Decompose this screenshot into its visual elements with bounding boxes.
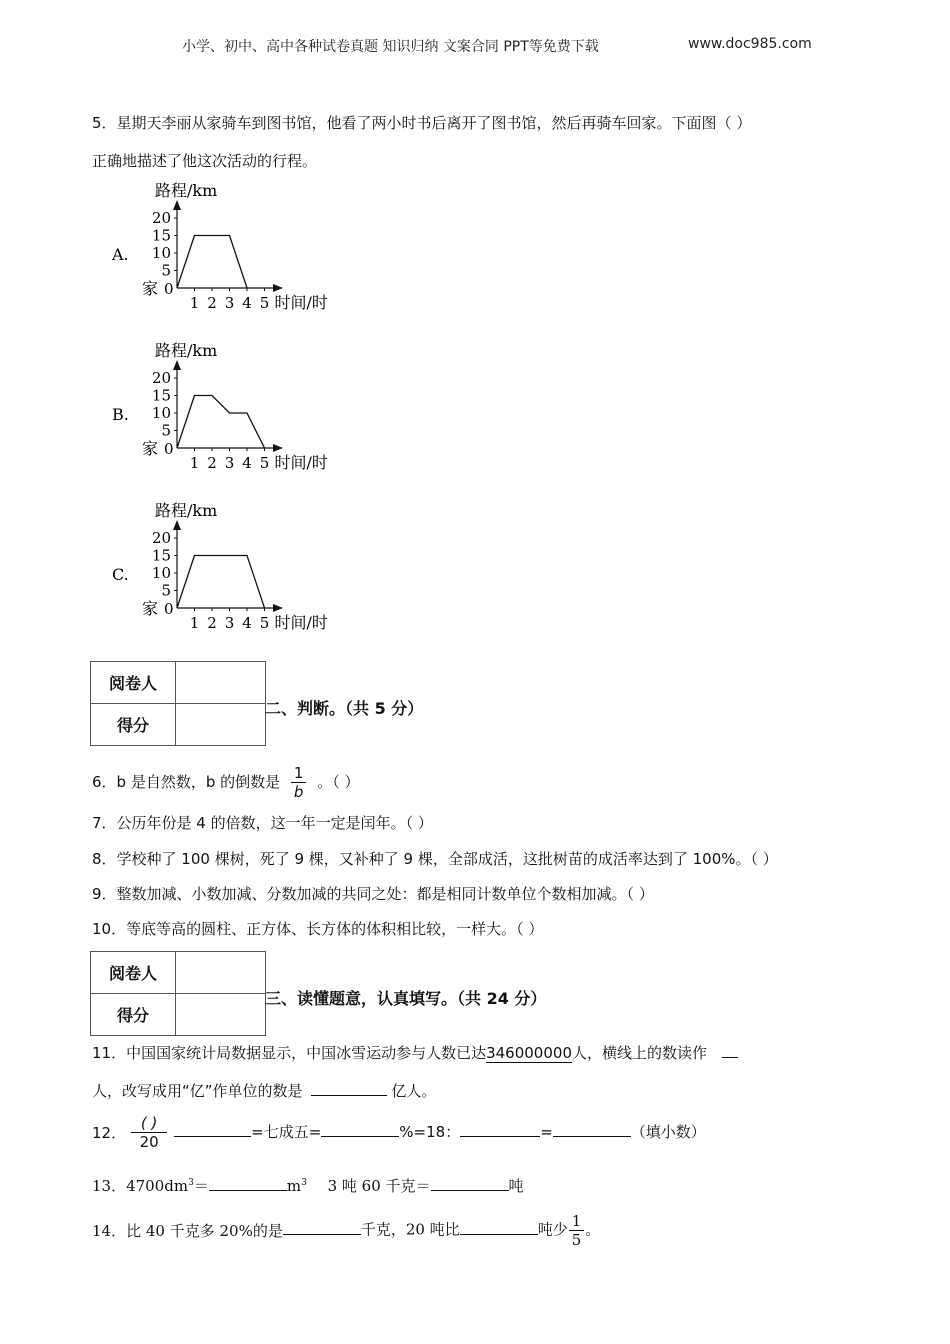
score-cell (176, 994, 266, 1036)
q6-fraction (291, 764, 307, 801)
x-tick-label: 4 (242, 614, 252, 632)
x-tick-label: 2 (207, 454, 217, 472)
x-tick-label: 3 (224, 454, 235, 472)
q13-blank-1[interactable] (209, 1175, 287, 1191)
q13-sup-2: 3 (301, 1178, 307, 1188)
q11-line2-end: 亿人。 (391, 1082, 437, 1100)
q10: 10．等底等高的圆柱、正方体、长方体的体积相比较，一样大。（ ） (92, 920, 544, 938)
q13-blank-2[interactable] (431, 1175, 509, 1191)
x-tick-label: 2 (207, 294, 217, 312)
q14-numerator: 1 (569, 1212, 585, 1231)
x-tick-label: 5 (259, 614, 270, 632)
score-cell (176, 704, 266, 746)
score-label: 得分 (91, 704, 176, 746)
section3-score-table (90, 951, 266, 1036)
section2-score-table (90, 661, 266, 746)
q12-text-2: %=18： (399, 1123, 461, 1141)
x-axis-label: 时间/时 (274, 453, 328, 472)
distance-line (177, 396, 265, 449)
q5-line1: 5．星期天李丽从家骑车到图书馆，他看了两小时书后离开了图书馆，然后再骑车回家。下面图（ ） (92, 114, 752, 132)
q12-text-1: =七成五= (251, 1123, 322, 1141)
x-tick-label: 5 (259, 294, 270, 312)
q13-mid: 3 吨 60 千克＝ (327, 1177, 431, 1195)
x-tick-label: 1 (189, 294, 200, 312)
y-axis-label: 路程/km (155, 181, 218, 200)
x-axis-arrow (273, 604, 283, 612)
q13-sup-1: 3 (188, 1178, 194, 1188)
q11-line2-text: 人，改写成用“亿”作单位的数是 (92, 1082, 303, 1100)
y-axis-arrow (173, 520, 181, 530)
q12-text-3: = (540, 1123, 553, 1141)
graph-a (108, 178, 368, 318)
reviewer-label: 阅卷人 (91, 662, 176, 704)
y-tick-label: 20 (151, 529, 171, 547)
q6 (92, 764, 360, 801)
q11-blank-reading[interactable] (722, 1042, 738, 1058)
score-label: 得分 (91, 994, 176, 1036)
q14-fraction (569, 1212, 585, 1249)
q12-label: 12． (92, 1124, 127, 1142)
q8: 8．学校种了 100 棵树，死了 9 棵，又补种了 9 棵，全部成活，这批树苗的成活率达到了 100%。（ ） (92, 850, 778, 868)
x-tick-label: 5 (259, 454, 270, 472)
graph-c (108, 498, 368, 638)
option-label: A. (112, 245, 129, 264)
q11-mid: 人，横线上的数读作 (572, 1044, 708, 1062)
reviewer-cell (176, 952, 266, 994)
q14-denominator: 5 (571, 1231, 582, 1249)
y-tick-label: 10 (151, 244, 171, 262)
origin-label: 家 (142, 439, 159, 458)
q11-blank-yi[interactable] (311, 1080, 387, 1096)
q13-eq: ＝ (193, 1177, 209, 1195)
graph-b (108, 338, 368, 478)
y-tick-label: 10 (151, 564, 171, 582)
y-tick-label: 20 (151, 369, 171, 387)
reviewer-cell (176, 662, 266, 704)
q12-blank-2[interactable] (321, 1121, 399, 1137)
section2-title: 二、判断。（共 5 分） (265, 699, 424, 718)
q12-blank-1[interactable] (174, 1121, 251, 1137)
q6-end: 。（ ） (317, 773, 360, 791)
q14-end: 吨少 (537, 1220, 568, 1239)
y-tick-label: 15 (151, 226, 171, 245)
y-axis-label: 路程/km (155, 501, 218, 520)
option-label: C. (112, 565, 129, 584)
q5-line2: 正确地描述了他这次活动的行程。 (92, 152, 318, 170)
q12-numerator: ( ) (131, 1114, 167, 1133)
q6-denominator: b (293, 783, 304, 801)
y-tick-label: 5 (161, 581, 171, 600)
x-tick-label: 2 (207, 614, 217, 632)
q14-blank-2[interactable] (460, 1219, 538, 1235)
q9: 9．整数加减、小数加减、分数加减的共同之处：都是相同计数单位个数相加减。（ ） (92, 885, 654, 903)
option-label: B. (112, 405, 129, 424)
q11-line1 (92, 1042, 738, 1063)
y-tick-label: 10 (151, 404, 171, 422)
x-tick-label: 1 (189, 614, 200, 632)
q12-fraction (131, 1114, 167, 1151)
origin-label: 家 (142, 279, 159, 298)
y-tick-label: 5 (161, 261, 171, 280)
q12-blank-3[interactable] (460, 1121, 540, 1137)
y-tick-label: 15 (151, 386, 171, 405)
q12-text-4: （填小数） (630, 1123, 706, 1141)
x-tick-label: 4 (242, 454, 252, 472)
q11-line2 (92, 1080, 436, 1101)
y-tick-label: 15 (151, 546, 171, 565)
q14-blank-1[interactable] (283, 1219, 361, 1235)
x-tick-label: 4 (242, 294, 252, 312)
q12-denominator: 20 (139, 1133, 159, 1151)
reviewer-label: 阅卷人 (91, 952, 176, 994)
q11-number: 346000000 (486, 1044, 572, 1062)
x-axis-label: 时间/时 (274, 293, 328, 312)
section3-title: 三、读懂题意，认真填写。（共 24 分） (265, 989, 547, 1008)
y-tick-label: 20 (151, 209, 171, 227)
x-axis-arrow (273, 284, 283, 292)
q13 (92, 1175, 524, 1196)
q7: 7．公历年份是 4 的倍数，这一年一定是闰年。（ ） (92, 814, 433, 832)
x-axis-label: 时间/时 (274, 613, 328, 632)
q12-blank-4[interactable] (553, 1121, 631, 1137)
zero-label: 0 (164, 600, 174, 618)
header-left: 小学、初中、高中各种试卷真题 知识归纳 文案合同 PPT等免费下载 (182, 39, 599, 55)
q6-text: 6．b 是自然数，b 的倒数是 (92, 773, 281, 791)
x-tick-label: 1 (189, 454, 200, 472)
q13-unit: m (286, 1177, 302, 1195)
zero-label: 0 (164, 280, 174, 298)
x-axis-arrow (273, 444, 283, 452)
q13-text: 13．4700dm (92, 1177, 189, 1195)
x-tick-label: 3 (224, 614, 235, 632)
y-axis-arrow (173, 360, 181, 370)
y-axis-arrow (173, 200, 181, 210)
y-axis-label: 路程/km (155, 341, 218, 360)
q14 (92, 1212, 600, 1249)
distance-line (177, 236, 247, 289)
q6-numerator: 1 (291, 764, 307, 783)
header-website: www.doc985.com (688, 36, 812, 52)
q14-mid: 千克，20 吨比 (360, 1220, 460, 1239)
distance-line (177, 556, 265, 609)
q12 (92, 1114, 706, 1151)
x-tick-label: 3 (224, 294, 235, 312)
zero-label: 0 (164, 440, 174, 458)
q14-tail: 。 (585, 1220, 601, 1239)
q13-end: 吨 (508, 1177, 524, 1195)
origin-label: 家 (142, 599, 159, 618)
q14-text: 14．比 40 千克多 20%的是 (92, 1222, 283, 1240)
q11-text: 11．中国国家统计局数据显示，中国冰雪运动参与人数已达 (92, 1044, 487, 1062)
y-tick-label: 5 (161, 421, 171, 440)
